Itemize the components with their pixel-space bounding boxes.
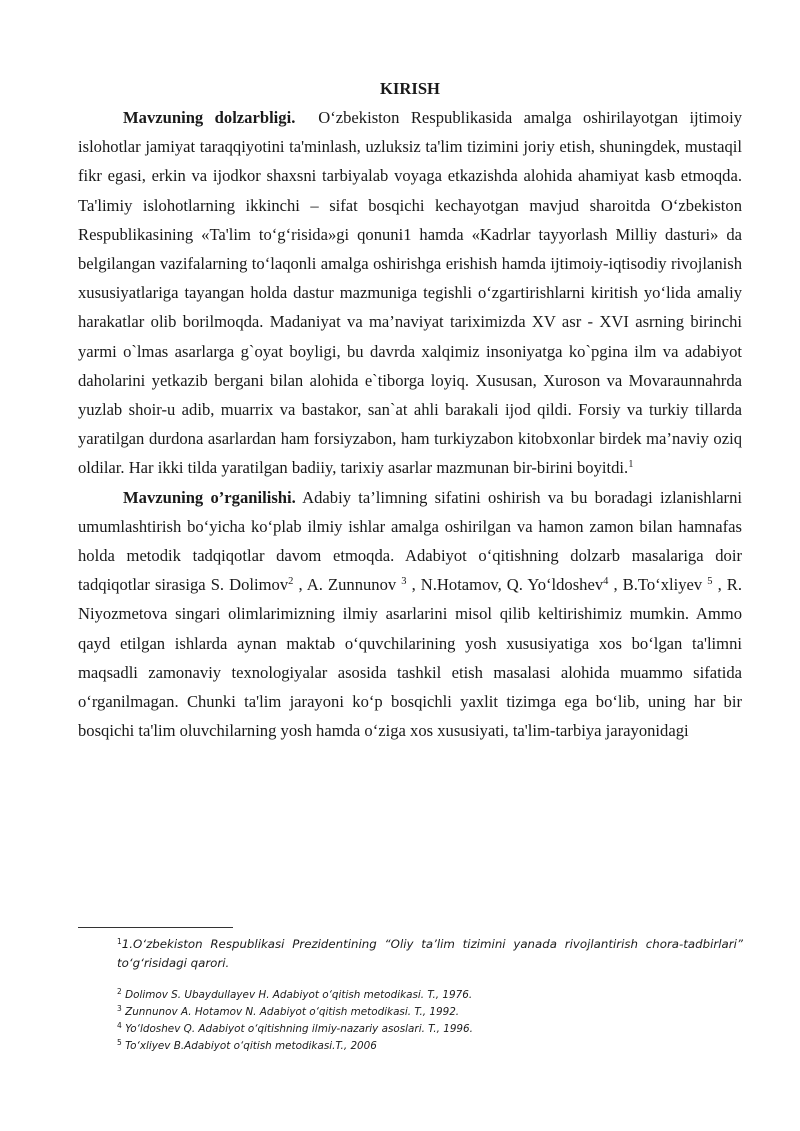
paragraph-text: Adabiy ta’limning sifatini oshirish va bu boradagi izlanishlarni umumlashtirish bo‘yicha ko‘plab ilmiy ishlar amalga oshirilgan va hamon zamon bilan hamnafas holda metodik tadqiqotlar davom etmoqda. Adabiyot o‘qitishning dolzarb masalariga doir tadqiqotlar sirasiga S. Dolimov	[78, 487, 742, 595]
footnote-text: 1.O‘zbekiston Respublikasi Prezidentining “Oliy ta’lim tizimini yanada rivojlantirish chora-tadbirlari” to‘g‘risidagi qarori.	[117, 937, 743, 970]
footnote-mark: 2	[117, 987, 122, 996]
footnote-3	[117, 1004, 743, 1021]
footnote-separator	[78, 927, 233, 928]
footnote-ref[interactable]: 2	[288, 576, 294, 588]
paragraph-text: , N.Hotamov, Q. Yo‘ldoshev	[406, 575, 604, 595]
paragraph-relevance	[78, 103, 742, 483]
paragraph-text: , B.To‘xliyev	[608, 575, 708, 595]
section-lead-study: Mavzuning o’rganilishi.	[123, 487, 296, 507]
footnote-text: Zunnunov A. Hotamov N. Adabiyot o‘qitish metodikasi. T., 1992.	[125, 1006, 460, 1018]
section-lead-relevance: Mavzuning dolzarbligi.	[123, 108, 296, 127]
footnote-1	[117, 935, 743, 973]
paragraph-text: O‘zbekiston Respublikasida amalga oshirilayotgan ijtimoiy islohotlar jamiyat taraqqiyotini ta'minlash, uzluksiz ta'lim tizimini joriy etish, shuningdek, mustaqil fikr egasi, erkin va ijodkor shaxsni tarbiyalab voyaga etkazishda alohida ahamiyat kasb etmoqda. Ta'limiy islohotlarning ikkinchi – sifat bosqichi kechayotgan mavjud sharoitda O‘zbekiston Respublikasining «Ta'lim to‘g‘risida»gi qonuni1 hamda «Kadrlar tayyorlash Milliy dasturi» da belgilangan vazifalarning to‘laqonli amalga oshirishga erishish hamda ijtimoiy-iqtisodiy rivojlanish xususiyatlariga tayangan holda dastur mazmuniga tegishli o‘zgartirishlarni kiritish yo‘lida amaliy harakatlar olib borilmoqda. Madaniyat va ma’naviyat tariximizda XV asr - XVI asrning birinchi yarmi o`lmas asarlarga g`oyat boyligi, bu davrda xalqimiz insoniyatga ko`pgina ilm va adabiyot daholarini yetkazib bergani bilan alohida e`tiborga loyiq. Xususan, Xuroson va Movaraunnahrda yuzlab shoir-u adib, muarrix va bastakor, san`at ahli barakali ijod qildi. Forsiy va turkiy tillarda yaratilgan durdona asarlardan ham forsiyzabon, ham turkiyzabon kitobxonlar birdek ma’naviy oziq oldilar. Har ikki tilda yaratilgan badiiy, tarixiy asarlar mazmunan bir-birini boyitdi.	[78, 108, 742, 478]
paragraph-text: , R. Niyozmetova singari olimlarimizning ilmiy asarlarini misol qilib keltirishimiz mumkin. Ammo qayd etilgan ishlarda aynan maktab o‘quvchilarining yosh xususiyatiga xos bo‘lgan ta'limni maqsadli zamonaviy texnologiyalar asosida tashkil etish masalasi alohida muammo sifatida o‘rganilmagan. Chunki ta'lim jarayoni ko‘p bosqichli yaxlit tizimga ega bo‘lib, uning har bir bosqichi ta'lim oluvchilarning yosh hamda o‘ziga xos xususiyati, ta'lim-tarbiya jarayonidagi	[78, 575, 742, 741]
footnotes	[117, 935, 743, 1055]
page-title: KIRISH	[380, 79, 440, 98]
document-page	[78, 74, 742, 745]
footnote-mark: 4	[117, 1021, 122, 1030]
footnote-ref[interactable]: 5	[707, 576, 713, 588]
footnote-ref[interactable]: 3	[401, 576, 407, 588]
paragraph-text: , A. Zunnunov	[293, 575, 402, 595]
footnote-text: To‘xliyev B.Adabiyot o‘qitish metodikasi.T., 2006	[125, 1040, 377, 1052]
footnote-ref[interactable]: 1	[628, 459, 634, 471]
paragraph-study	[78, 483, 742, 746]
footnote-2	[117, 987, 743, 1004]
footnote-ref[interactable]: 4	[603, 576, 609, 588]
footnote-text: Yo‘ldoshev Q. Adabiyot o‘qitishning ilmiy-nazariy asoslari. T., 1996.	[125, 1023, 473, 1035]
footnote-mark: 3	[117, 1004, 122, 1013]
footnote-mark: 5	[117, 1038, 122, 1047]
footnote-4	[117, 1021, 743, 1038]
footnote-5	[117, 1038, 743, 1055]
footnote-text: Dolimov S. Ubaydullayev H. Adabiyot o‘qitish metodikasi. T., 1976.	[125, 989, 473, 1001]
footnote-mark: 1	[117, 937, 122, 946]
